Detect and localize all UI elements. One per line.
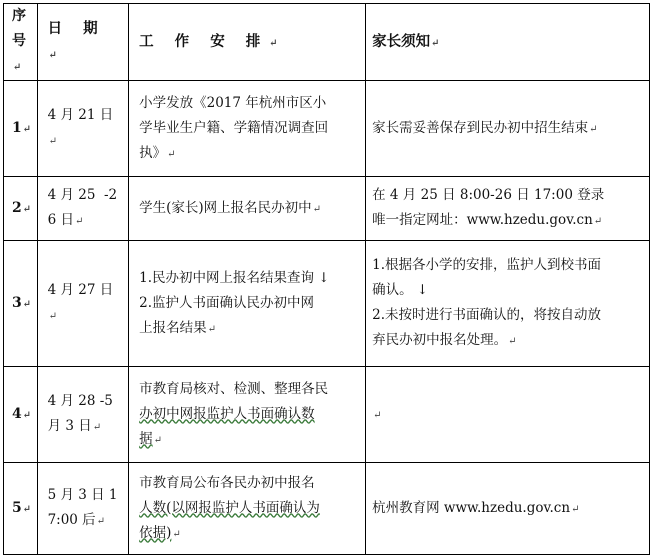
header-work: 工 作 安 排↵ bbox=[129, 4, 366, 81]
cell-index: 1↵ bbox=[4, 81, 38, 177]
cell-work: 市教育局核对、检测、整理各民 办初中网报监护人书面确认数 据↵ bbox=[129, 367, 366, 463]
cell-notice: 在 4 月 25 日 8:00-26 日 17:00 登录 唯一指定网址：www.hzedu.gov.cn↵ bbox=[366, 177, 650, 241]
cell-index: 5↵ bbox=[4, 463, 38, 555]
schedule-table bbox=[3, 3, 650, 555]
table-row bbox=[4, 367, 650, 463]
cell-index: 3↵ bbox=[4, 241, 38, 367]
header-date: 日 期↵ bbox=[37, 4, 129, 81]
header-index: 序号↵ bbox=[4, 4, 38, 81]
table-row bbox=[4, 463, 650, 555]
cell-date: 4 月 25 -26 日↵ bbox=[37, 177, 129, 241]
cell-work: 学生(家长)网上报名民办初中↵ bbox=[129, 177, 366, 241]
cell-date: 4 月 27 日↵ bbox=[37, 241, 129, 367]
cell-work: 1.民办初中网上报名结果查询 ↓ 2.监护人书面确认民办初中网 上报名结果↵ bbox=[129, 241, 366, 367]
cell-work: 市教育局公布各民办初中报名 人数(以网报监护人书面确认为 依据)↵ bbox=[129, 463, 366, 555]
cell-date: 4 月 28 -5 月 3 日↵ bbox=[37, 367, 129, 463]
cell-index: 4↵ bbox=[4, 367, 38, 463]
header-notice: 家长须知↵ bbox=[366, 4, 650, 81]
table-row bbox=[4, 241, 650, 367]
table-row bbox=[4, 177, 650, 241]
table-row bbox=[4, 81, 650, 177]
cell-date: 4 月 21 日↵ bbox=[37, 81, 129, 177]
cell-notice: 家长需妥善保存到民办初中招生结束↵ bbox=[366, 81, 650, 177]
cell-notice: 杭州教育网 www.hzedu.gov.cn↵ bbox=[366, 463, 650, 555]
table-header-row bbox=[4, 4, 650, 81]
cell-index: 2↵ bbox=[4, 177, 38, 241]
cell-notice: 1.根据各小学的安排，监护人到校书面 确认。 ↓ 2.未按时进行书面确认的，将按自动放 弃民办初中报名处理。↵ bbox=[366, 241, 650, 367]
cell-work: 小学发放《2017 年杭州市区小 学毕业生户籍、学籍情况调查回 执》↵ bbox=[129, 81, 366, 177]
cell-notice: ↵ bbox=[366, 367, 650, 463]
cell-date: 5 月 3 日 17:00 后↵ bbox=[37, 463, 129, 555]
